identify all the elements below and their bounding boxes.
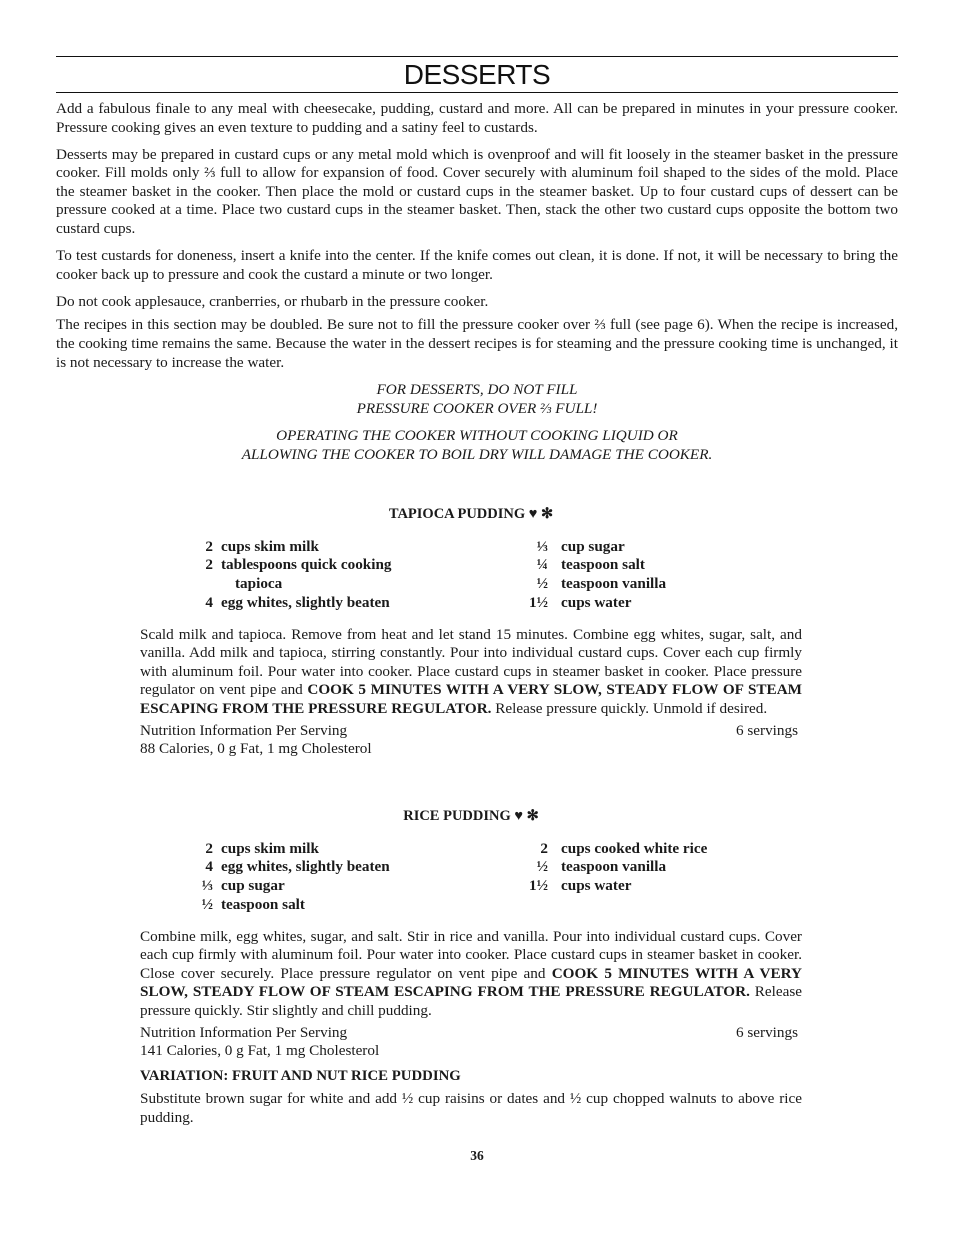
- top-rule: [56, 56, 898, 57]
- ingredient-row: [176, 896, 390, 915]
- ingredient-item: cups skim milk: [221, 537, 319, 555]
- ingredient-item: cup sugar: [561, 537, 625, 555]
- directions-emphasis: COOK 5 MINUTES WITH A VERY SLOW, STEADY FLOW OF STEAM ESCAPING FROM THE PRESSURE REGULATOR.: [140, 964, 802, 1001]
- recipe-title: TAPIOCA PUDDING ♥ ✻: [388, 506, 554, 522]
- ingredient-qty: ⅓: [201, 877, 213, 895]
- ingredient-qty: ½: [536, 575, 548, 593]
- ingredient-qty: 2: [205, 556, 213, 574]
- variation-title: VARIATION: FRUIT AND NUT RICE PUDDING: [140, 1067, 461, 1084]
- ingredient-qty: ¼: [536, 556, 548, 574]
- intro-section: [56, 100, 898, 465]
- ingredient-row: [176, 556, 392, 575]
- directions-text: Scald milk and tapioca. Remove from heat and let stand 15 minutes. Combine egg whites, sugar, salt, and vanilla. Add milk and tapioca, stirring constantly. Pour into individual custard cups. Cover each cup firmly with aluminum foil. Pour water into cooker. Place custard cups in steamer basket in cooker. Place pressure regulator on vent pipe and: [140, 625, 802, 699]
- intro-paragraph: The recipes in this section may be doubled. Be sure not to fill the pressure cooker over ⅔ full (see page 6). When the recipe is increased, the cooking time remains the same. Because the water in the dessert recipes is for steaming and the pressure cooking time is unchanged, it is not necessary to increase the water.: [56, 316, 898, 371]
- ingredient-row: [521, 538, 666, 557]
- ingredient-row: [521, 877, 707, 896]
- ingredient-row: [176, 594, 392, 613]
- ingredient-qty: 4: [205, 858, 213, 876]
- ingredient-item: teaspoon vanilla: [561, 575, 667, 593]
- ingredient-qty: ½: [201, 895, 213, 913]
- directions-text: Release pressure quickly. Stir slightly and chill pudding.: [140, 983, 802, 1019]
- ingredient-qty: 2: [540, 839, 548, 857]
- ingredient-item: egg whites, slightly beaten: [221, 593, 390, 611]
- recipe-directions: [140, 928, 802, 1021]
- recipe-directions: [140, 626, 802, 719]
- nutrition-label: Nutrition Information Per Serving: [140, 721, 348, 739]
- warning-line: PRESSURE COOKER OVER ⅔ FULL!: [356, 399, 598, 417]
- ingredient-item: cups water: [561, 593, 632, 611]
- fill-warning: [56, 381, 898, 418]
- ingredient-row: [176, 877, 390, 896]
- ingredient-item: teaspoon vanilla: [561, 858, 667, 876]
- ingredient-qty: [176, 575, 221, 594]
- ingredient-qty: ½: [536, 858, 548, 876]
- ingredient-row: [176, 575, 392, 594]
- ingredient-list: [140, 840, 802, 916]
- ingredient-row: [521, 556, 666, 575]
- ingredient-item: cup sugar: [221, 877, 285, 895]
- page-title: DESSERTS: [403, 59, 551, 90]
- ingredient-qty: 1½: [529, 877, 548, 895]
- ingredient-item: cups cooked white rice: [561, 839, 708, 857]
- ingredient-item: cups water: [561, 877, 632, 895]
- ingredient-qty: 2: [205, 839, 213, 857]
- ingredient-list: [140, 538, 802, 614]
- ingredient-qty: ⅓: [536, 537, 548, 555]
- nutrition-values: 141 Calories, 0 g Fat, 1 mg Cholesterol: [140, 1042, 380, 1060]
- recipe-title: RICE PUDDING ♥ ✻: [403, 808, 539, 824]
- page-number: 36: [470, 1148, 484, 1163]
- servings-count: 6 servings: [735, 1023, 798, 1041]
- servings-count: 6 servings: [735, 721, 798, 739]
- nutrition-info: [140, 722, 802, 759]
- recipe-tapioca-pudding: [140, 505, 802, 759]
- ingredient-qty: 4: [205, 593, 213, 611]
- ingredient-row: [176, 858, 390, 877]
- ingredient-column-right: [521, 538, 666, 613]
- nutrition-values: 88 Calories, 0 g Fat, 1 mg Cholesterol: [140, 740, 372, 758]
- title-underline: [56, 92, 898, 93]
- ingredient-item: tablespoons quick cooking: [221, 556, 392, 574]
- warning-line: OPERATING THE COOKER WITHOUT COOKING LIQUID OR: [276, 427, 678, 445]
- intro-paragraph: Do not cook applesauce, cranberries, or rhubarb in the pressure cooker.: [56, 292, 489, 310]
- intro-paragraph: Desserts may be prepared in custard cups or any metal mold which is ovenproof and will fit loosely in the steamer basket in the pressure cooker. Fill molds only ⅔ full to allow for expansion of food. Cover securely with aluminum foil shaped to the sides of the mold. Place the steamer basket in the cooker. Then place the mold or custard cups in the steamer basket. Up to four custard cups of dessert can be pressure cooked at a time. Place two custard cups in the steamer basket. Then, stack the other two custard cups opposite the bottom two custard cups.: [56, 145, 898, 238]
- ingredient-row: [521, 840, 707, 859]
- warning-line: FOR DESSERTS, DO NOT FILL: [376, 381, 578, 399]
- ingredient-row: [176, 840, 390, 859]
- intro-paragraph: Add a fabulous finale to any meal with cheesecake, pudding, custard and more. All can be prepared in minutes in your pressure cooker. Pressure cooking gives an even texture to pudding and a satiny feel to custards.: [56, 100, 898, 136]
- directions-emphasis: COOK 5 MINUTES WITH A VERY SLOW, STEADY FLOW OF STEAM ESCAPING FROM THE PRESSURE REGULATOR.: [140, 681, 802, 717]
- ingredient-row: [521, 858, 707, 877]
- directions-text: Release pressure quickly. Unmold if desired.: [491, 699, 768, 717]
- boil-dry-warning: [56, 427, 898, 464]
- ingredient-column-left: [176, 538, 392, 613]
- directions-text: Combine milk, egg whites, sugar, and salt. Stir in rice and vanilla. Pour into individual custard cups. Cover each cup firmly with aluminum foil. Pour water into cooker. Place custard cups in steamer basket in cooker. Close cover securely. Place pressure regulator on vent pipe and: [140, 927, 802, 982]
- nutrition-label: Nutrition Information Per Serving: [140, 1023, 348, 1041]
- nutrition-info: [140, 1024, 802, 1061]
- ingredient-item: teaspoon salt: [221, 895, 305, 913]
- ingredient-row: [521, 594, 666, 613]
- warning-line: ALLOWING THE COOKER TO BOIL DRY WILL DAMAGE THE COOKER.: [241, 446, 713, 463]
- ingredient-qty: 1½: [529, 593, 548, 611]
- intro-paragraph: To test custards for doneness, insert a knife into the center. If the knife comes out clean, it is done. If not, it will be necessary to bring the cooker back up to pressure and cook the custard a minute or two longer.: [56, 247, 898, 283]
- ingredient-qty: 2: [205, 537, 213, 555]
- ingredient-row: [176, 538, 392, 557]
- recipe-rice-pudding: [140, 807, 802, 1128]
- ingredient-item: tapioca: [235, 575, 283, 593]
- variation-text: Substitute brown sugar for white and add ½ cup raisins or dates and ½ cup chopped walnuts to above rice pudding.: [140, 1090, 802, 1126]
- ingredient-column-right: [521, 840, 707, 896]
- ingredient-item: teaspoon salt: [561, 556, 645, 574]
- ingredient-item: egg whites, slightly beaten: [221, 858, 390, 876]
- ingredient-item: cups skim milk: [221, 839, 319, 857]
- ingredient-row: [521, 575, 666, 594]
- ingredient-column-left: [176, 840, 390, 915]
